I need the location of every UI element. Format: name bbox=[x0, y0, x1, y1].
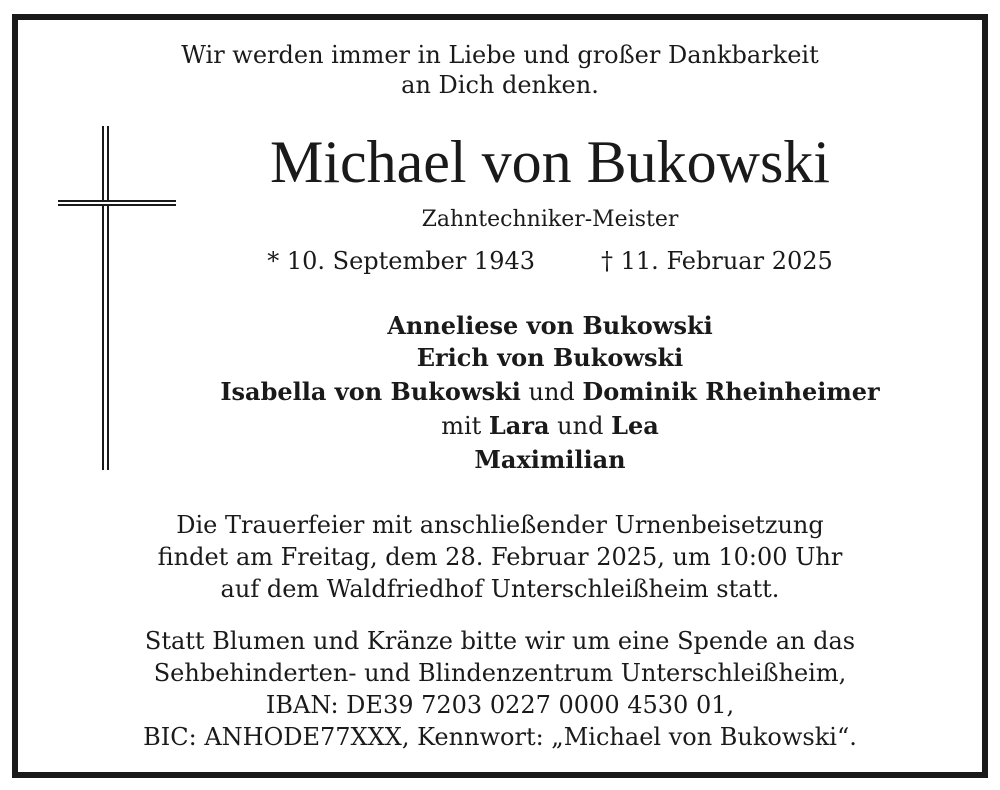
deceased-name: Michael von Bukowski bbox=[270, 129, 830, 195]
ceremony-line-3: auf dem Waldfriedhof Unterschleißheim statt. bbox=[220, 575, 780, 603]
family-name: Erich von Bukowski bbox=[416, 343, 684, 372]
donation-line-1: Statt Blumen und Kränze bitte wir um eine Spende an das bbox=[144, 627, 856, 655]
deceased-profession: Zahntechniker-Meister bbox=[421, 207, 679, 232]
ceremony-line-2: findet am Freitag, dem 28. Februar 2025, um 10:00 Uhr bbox=[157, 543, 843, 571]
family-name: Lara bbox=[488, 411, 550, 440]
donation-line-4: BIC: ANHODE77XXX, Kennwort: „Michael von Bukowski“. bbox=[143, 723, 857, 751]
family-name: Isabella von Bukowski bbox=[220, 377, 521, 406]
family-name: Lea bbox=[611, 411, 659, 440]
family-name: Anneliese von Bukowski bbox=[387, 311, 713, 340]
ceremony-line-1: Die Trauerfeier mit anschließender Urnenbeisetzung bbox=[176, 511, 824, 539]
death-date: † 11. Februar 2025 bbox=[601, 247, 833, 275]
donation-line-2: Sehbehinderten- und Blindenzentrum Unterschleißheim, bbox=[153, 659, 847, 687]
connector: und bbox=[557, 412, 604, 440]
family-member-5 bbox=[118, 444, 982, 476]
motto-line-1: Wir werden immer in Liebe und großer Dankbarkeit bbox=[181, 41, 819, 69]
family-member-1 bbox=[118, 310, 982, 342]
family-member-2 bbox=[118, 342, 982, 374]
life-dates bbox=[118, 246, 982, 276]
connector: mit bbox=[441, 412, 482, 440]
motto-line-2: an Dich denken. bbox=[401, 71, 599, 99]
donation-line-3: IBAN: DE39 7203 0227 0000 4530 01, bbox=[265, 691, 735, 719]
family-grandchildren bbox=[118, 410, 982, 442]
family-name: Maximilian bbox=[474, 445, 626, 474]
obituary-notice bbox=[12, 14, 988, 778]
family-member-3 bbox=[118, 376, 982, 408]
birth-date: * 10. September 1943 bbox=[267, 247, 536, 275]
family-name: Dominik Rheinheimer bbox=[582, 377, 880, 406]
connector: und bbox=[528, 378, 575, 406]
